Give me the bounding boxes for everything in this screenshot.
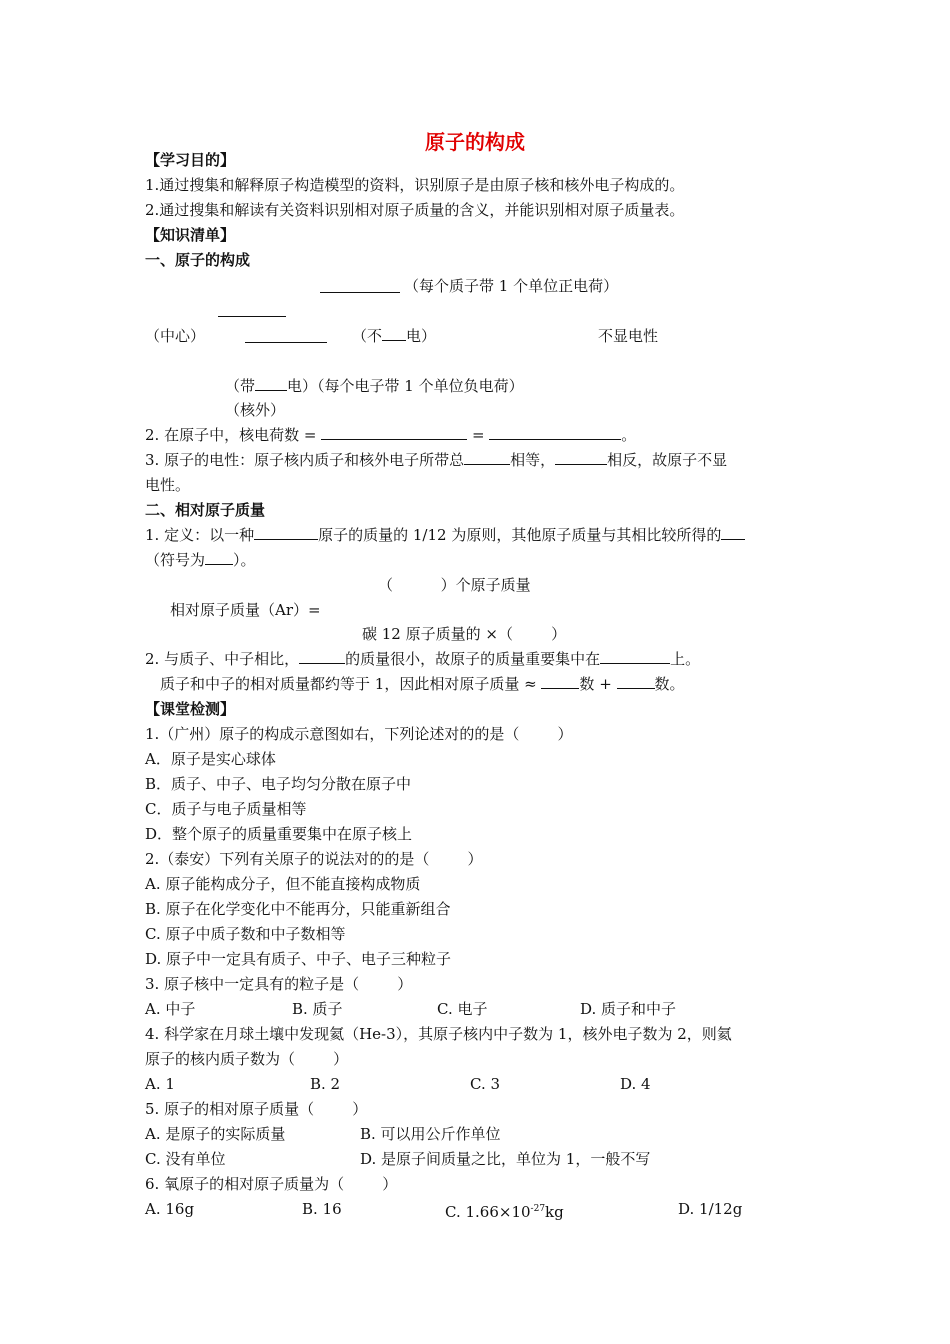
section-knowledge-heading: 【知识清单】 xyxy=(145,226,236,244)
q5-option-b[interactable]: B. 可以用公斤作单位 xyxy=(360,1125,501,1143)
q1-option-a[interactable]: A．原子是实心球体 xyxy=(145,750,276,768)
blank-neutron-charge[interactable] xyxy=(382,326,406,341)
part1-q3 xyxy=(145,450,727,470)
question-2: 2.（泰安）下列有关原子的说法对的的是（ ） xyxy=(145,850,483,868)
blank-def-symbol[interactable] xyxy=(205,550,233,565)
part2-q2-a: 2. 与质子、中子相比， xyxy=(145,650,300,668)
blank-neutron[interactable] xyxy=(245,328,327,343)
q1-option-c[interactable]: C．质子与电子质量相等 xyxy=(145,800,307,818)
electron-note xyxy=(225,376,524,396)
q5-option-a[interactable]: A. 是原子的实际质量 xyxy=(145,1125,286,1143)
part2-def-line2 xyxy=(145,550,256,570)
part2-def-b: 原子的质量的 1/12 为原则，其他原子质量与其相比较所得的 xyxy=(318,526,722,544)
q4-option-d[interactable]: D. 4 xyxy=(620,1075,651,1093)
formula-denominator: 碳 12 原子质量的 ×（ ） xyxy=(362,625,567,643)
blank-q2-1[interactable] xyxy=(321,425,467,440)
q6-option-a[interactable]: A. 16g xyxy=(145,1200,195,1218)
q6-option-b[interactable]: B. 16 xyxy=(302,1200,342,1218)
part1-heading: 一、原子的构成 xyxy=(145,251,251,269)
q6-option-c-base: C. 1.66×10 xyxy=(445,1203,531,1221)
part1-q3-b: 相等， xyxy=(510,451,556,469)
blank-proton-count[interactable] xyxy=(541,674,579,689)
part2-q2-b: 的质量很小，故原子的质量重要集中在 xyxy=(345,650,601,668)
section-goals-heading: 【学习目的】 xyxy=(145,151,236,169)
center-label: （中心） xyxy=(145,327,206,345)
blank-neutron-count[interactable] xyxy=(617,674,655,689)
section-check-heading: 【课堂检测】 xyxy=(145,700,236,718)
part2-q2 xyxy=(145,649,700,669)
blank-q3-2[interactable] xyxy=(555,450,607,465)
q6-option-c[interactable] xyxy=(445,1199,564,1222)
part2-def-d: ）。 xyxy=(233,551,256,569)
blank-proton[interactable] xyxy=(320,278,400,293)
part1-q3-a: 3. 原子的电性：原子核内质子和核外电子所带总 xyxy=(145,451,465,469)
q3-option-b[interactable]: B. 质子 xyxy=(292,1000,343,1018)
q6-option-d[interactable]: D. 1/12g xyxy=(678,1200,743,1218)
q2-option-c[interactable]: C. 原子中质子数和中子数相等 xyxy=(145,925,346,943)
blank-part2-q2-1[interactable] xyxy=(299,649,345,664)
part2-def xyxy=(145,525,745,545)
part2-q2-line2-c: 数。 xyxy=(654,675,685,693)
part2-heading: 二、相对原子质量 xyxy=(145,501,266,519)
part1-q3-line2: 电性。 xyxy=(145,476,191,494)
q2-option-a[interactable]: A. 原子能构成分子，但不能直接构成物质 xyxy=(145,875,421,893)
outside-label: （核外） xyxy=(225,401,286,419)
blank-def-1[interactable] xyxy=(254,525,318,540)
question-5: 5. 原子的相对原子质量（ ） xyxy=(145,1100,368,1118)
part2-def-a: 1. 定义：以一种 xyxy=(145,526,255,544)
q1-option-b[interactable]: B．质子、中子、电子均匀分散在原子中 xyxy=(145,775,412,793)
part2-def-c: （符号为 xyxy=(145,551,206,569)
q3-option-d[interactable]: D. 质子和中子 xyxy=(580,1000,677,1018)
blank-part2-q2-2[interactable] xyxy=(600,649,670,664)
part1-q2-b: = xyxy=(467,426,490,444)
q1-option-d[interactable]: D．整个原子的质量重要集中在原子核上 xyxy=(145,825,413,843)
q5-option-c[interactable]: C. 没有单位 xyxy=(145,1150,226,1168)
part2-q2-line2 xyxy=(160,674,685,694)
q3-option-c[interactable]: C. 电子 xyxy=(437,1000,488,1018)
goal-1: 1.通过搜集和解释原子构造模型的资料，识别原子是由原子核和核外电子构成的。 xyxy=(145,176,685,194)
part1-q2 xyxy=(145,425,636,445)
electron-note-a: （带 xyxy=(225,377,256,395)
neutron-note-a: （不 xyxy=(352,327,383,345)
question-6: 6. 氧原子的相对原子质量为（ ） xyxy=(145,1175,398,1193)
neutral-label: 不显电性 xyxy=(598,327,659,345)
part1-q3-c: 相反，故原子不显 xyxy=(607,451,728,469)
neutron-note-b: 电） xyxy=(406,327,437,345)
proton-note: （每个质子带 1 个单位正电荷） xyxy=(404,277,619,295)
q4-option-c[interactable]: C. 3 xyxy=(470,1075,501,1093)
question-1: 1.（广州）原子的构成示意图如右，下列论述对的的是（ ） xyxy=(145,725,573,743)
question-3: 3. 原子核中一定具有的粒子是（ ） xyxy=(145,975,413,993)
question-4-line2: 原子的核内质子数为（ ） xyxy=(145,1050,349,1068)
blank-electron-charge[interactable] xyxy=(255,376,287,391)
q6-option-c-unit: kg xyxy=(545,1203,564,1221)
part1-q2-a: 2. 在原子中，核电荷数 = xyxy=(145,426,322,444)
q6-option-c-exponent: -27 xyxy=(530,1204,546,1214)
formula-label: 相对原子质量（Ar）= xyxy=(170,601,321,619)
blank-q3-1[interactable] xyxy=(464,450,510,465)
part1-q2-c: 。 xyxy=(621,426,637,444)
page-title: 原子的构成 xyxy=(425,130,525,154)
goal-2: 2.通过搜集和解读有关资料识别相对原子质量的含义，并能识别相对原子质量表。 xyxy=(145,201,685,219)
blank-def-2[interactable] xyxy=(721,525,745,540)
q3-option-a[interactable]: A. 中子 xyxy=(145,1000,196,1018)
part2-q2-line2-a: 质子和中子的相对质量都约等于 1，因此相对原子质量 ≈ xyxy=(160,675,542,693)
q2-option-d[interactable]: D. 原子中一定具有质子、中子、电子三种粒子 xyxy=(145,950,452,968)
formula-numerator: （ ）个原子质量 xyxy=(378,576,531,594)
electron-note-b: 电）（每个电子带 1 个单位负电荷） xyxy=(287,377,524,395)
blank-nucleus[interactable] xyxy=(218,302,286,317)
q5-option-d[interactable]: D. 是原子间质量之比，单位为 1，一般不写 xyxy=(360,1150,651,1168)
q4-option-a[interactable]: A. 1 xyxy=(145,1075,175,1093)
neutron-note xyxy=(352,326,436,346)
question-4: 4. 科学家在月球土壤中发现氦（He-3），其原子核内中子数为 1，核外电子数为 2，则氦 xyxy=(145,1025,732,1043)
q2-option-b[interactable]: B. 原子在化学变化中不能再分，只能重新组合 xyxy=(145,900,451,918)
part2-q2-c: 上。 xyxy=(670,650,701,668)
blank-q2-2[interactable] xyxy=(489,425,621,440)
q4-option-b[interactable]: B. 2 xyxy=(310,1075,341,1093)
part2-q2-line2-b: 数 + xyxy=(579,675,617,693)
